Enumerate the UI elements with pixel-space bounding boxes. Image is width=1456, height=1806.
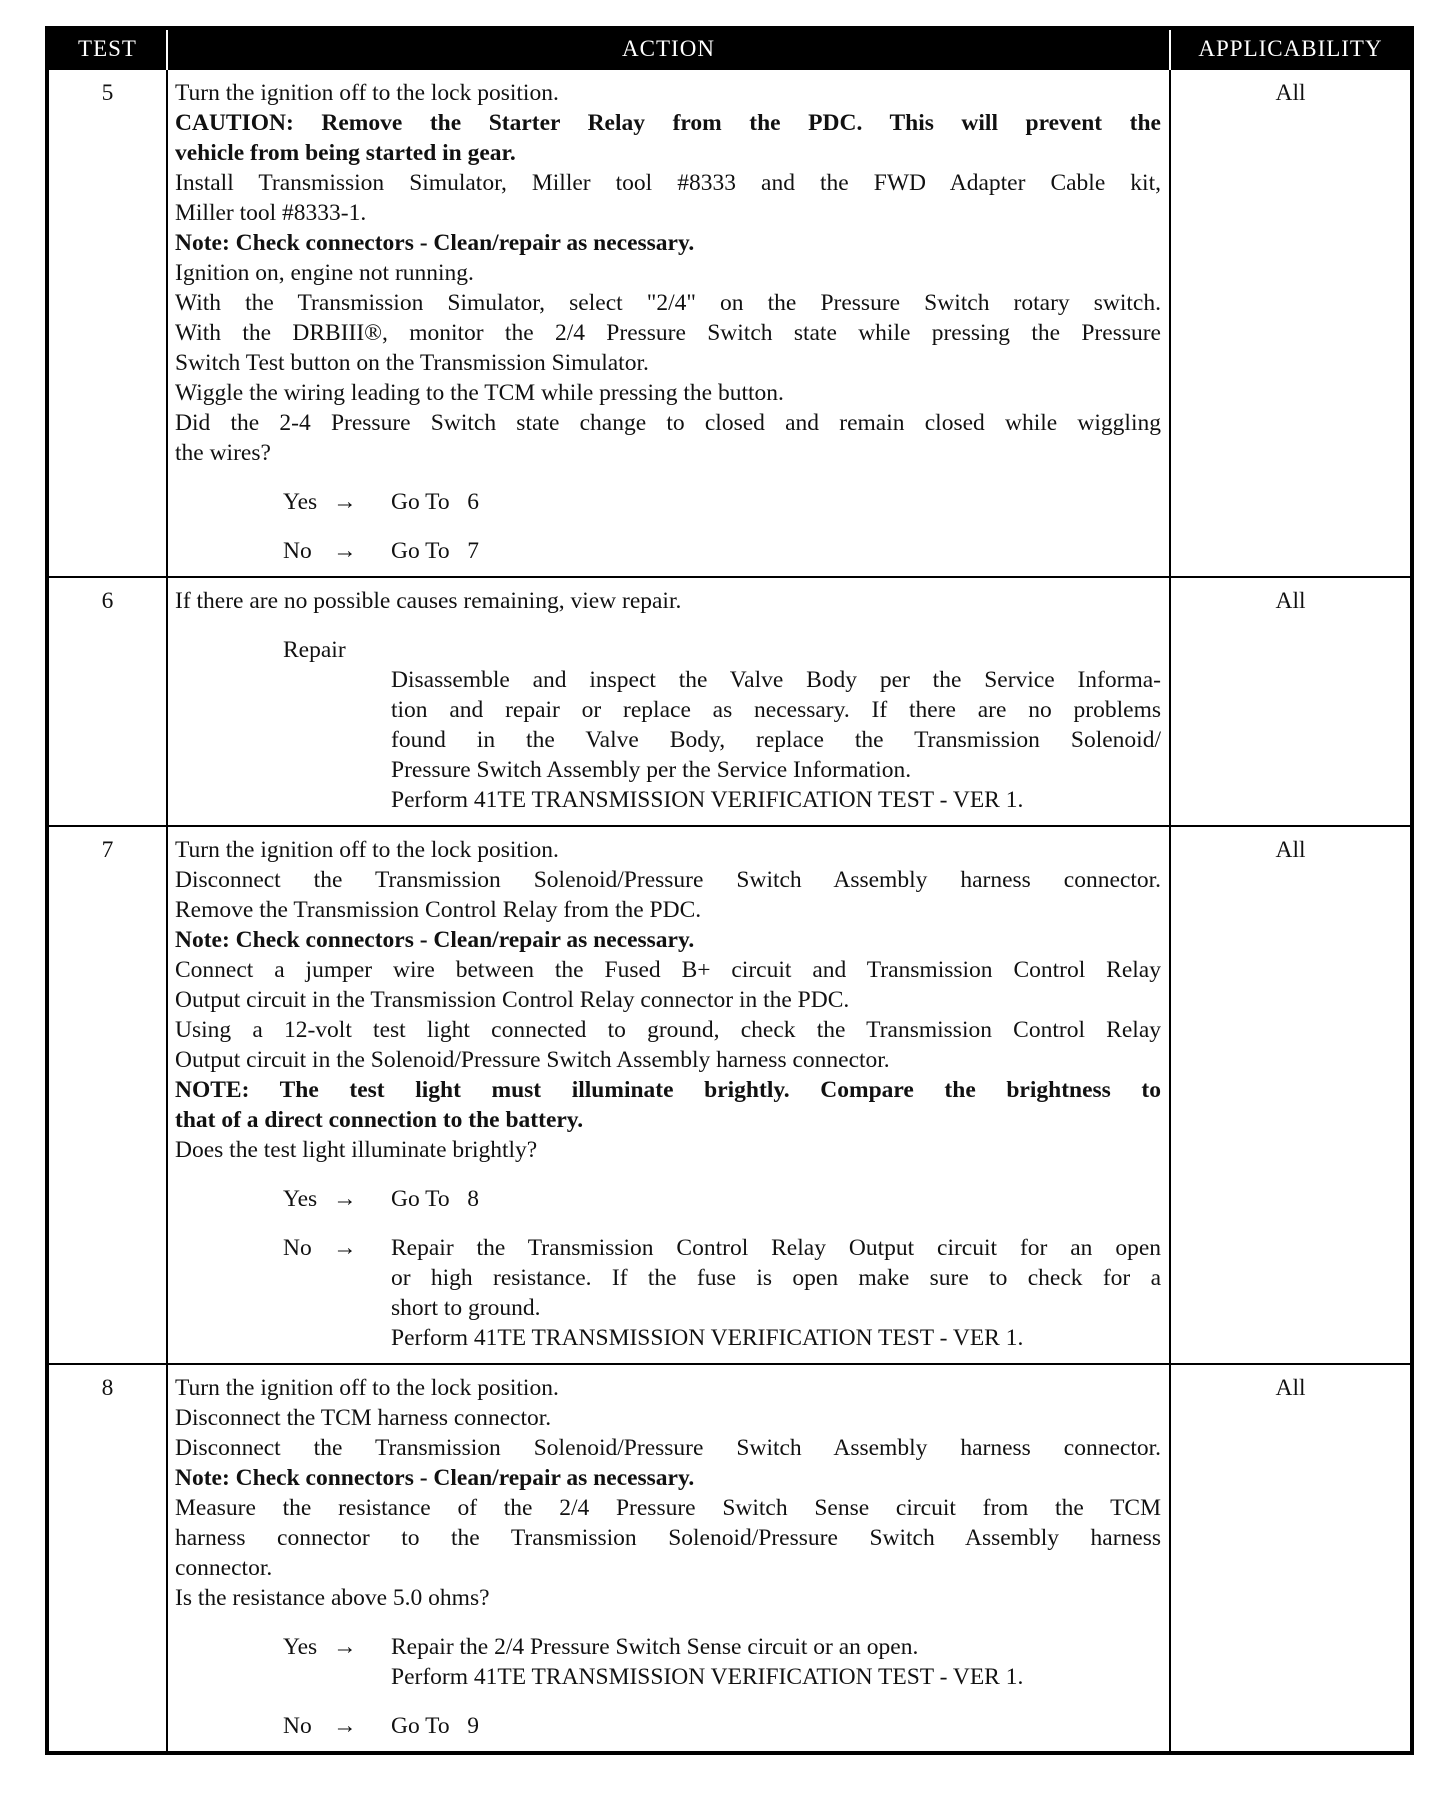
repair-line: Perform 41TE TRANSMISSION VERIFICATION TEST - VER 1.: [391, 787, 1024, 813]
action-line: Miller tool #8333-1.: [175, 200, 367, 226]
arrow-right-icon: →: [333, 1634, 357, 1660]
action-line: Ignition on, engine not running.: [175, 260, 474, 286]
repair-block: [175, 635, 1161, 815]
action-line: CAUTION: Remove the Starter Relay from the PDC. This will prevent the: [175, 110, 1161, 136]
action-line: Connect a jumper wire between the Fused B+ circuit and Transmission Control Relay: [175, 957, 1161, 983]
branch-result: [391, 536, 1161, 566]
action-line: Remove the Transmission Control Relay from the PDC.: [175, 897, 702, 923]
table-body: [47, 69, 1412, 1753]
branch-result-line: Go To 9: [391, 1713, 480, 1739]
action-line: Using a 12-volt test light connected to ground, check the Transmission Control Relay: [175, 1017, 1161, 1043]
action-line: harness connector to the Transmission Solenoid/Pressure Switch Assembly harness: [175, 1525, 1161, 1551]
branch-result: [391, 1711, 1161, 1741]
branch-result-line: Go To 6: [391, 489, 480, 515]
branch-no: [175, 1233, 1161, 1353]
branch-result-line: Repair the 2/4 Pressure Switch Sense circuit or an open.: [391, 1634, 919, 1660]
action-cell: [167, 826, 1170, 1364]
branch-yes: [175, 1632, 1161, 1692]
action-line: Note: Check connectors - Clean/repair as necessary.: [175, 927, 695, 953]
table-row: [47, 577, 1412, 826]
branch-label: Yes: [283, 489, 318, 515]
action-cell: [167, 577, 1170, 826]
action-line: that of a direct connection to the battery.: [175, 1107, 584, 1133]
action-line: Is the resistance above 5.0 ohms?: [175, 1585, 490, 1611]
arrow-right-icon: →: [333, 1713, 357, 1739]
branch-result: [391, 487, 1161, 517]
branch-result-line: Repair the Transmission Control Relay Output circuit for an open: [391, 1235, 1161, 1261]
header-action: ACTION: [167, 28, 1170, 69]
test-number: 8: [47, 1364, 167, 1753]
action-line: NOTE: The test light must illuminate brightly. Compare the brightness to: [175, 1077, 1161, 1103]
action-line: Turn the ignition off to the lock position.: [175, 837, 559, 863]
branch-result: [391, 1233, 1161, 1353]
action-line: Note: Check connectors - Clean/repair as necessary.: [175, 230, 695, 256]
header-applicability: APPLICABILITY: [1170, 28, 1412, 69]
branch-result-line: or high resistance. If the fuse is open make sure to check for a: [391, 1265, 1161, 1291]
action-line: vehicle from being started in gear.: [175, 140, 516, 166]
applicability-cell: All: [1170, 69, 1412, 577]
action-line: Turn the ignition off to the lock position.: [175, 80, 559, 106]
test-number: 5: [47, 69, 167, 577]
arrow-right-icon: →: [333, 489, 357, 515]
branch-yes: [175, 487, 1161, 517]
action-line: Did the 2-4 Pressure Switch state change to closed and remain closed while wiggling: [175, 410, 1161, 436]
branch-label: Yes: [283, 1634, 318, 1660]
branch-result: [391, 1632, 1161, 1692]
branch-result-line: Go To 8: [391, 1186, 480, 1212]
table-row: [47, 1364, 1412, 1753]
branch-result-line: short to ground.: [391, 1295, 541, 1321]
action-line: Turn the ignition off to the lock position.: [175, 1375, 559, 1401]
branch-label: No: [283, 538, 312, 564]
action-line: connector.: [175, 1555, 273, 1581]
branch-result-line: Perform 41TE TRANSMISSION VERIFICATION TEST - VER 1.: [391, 1664, 1024, 1690]
branch-no: [175, 536, 1161, 566]
repair-line: Pressure Switch Assembly per the Service Information.: [391, 757, 912, 783]
arrow-right-icon: →: [333, 1235, 357, 1261]
diagnostic-test-table: [45, 26, 1414, 1755]
branch-result-line: Go To 7: [391, 538, 480, 564]
applicability-cell: All: [1170, 1364, 1412, 1753]
branch-yes: [175, 1184, 1161, 1214]
test-number: 6: [47, 577, 167, 826]
table-header: [47, 28, 1412, 69]
applicability-cell: All: [1170, 826, 1412, 1364]
branch-label: No: [283, 1713, 312, 1739]
arrow-right-icon: →: [333, 538, 357, 564]
applicability-cell: All: [1170, 577, 1412, 826]
table-row: [47, 69, 1412, 577]
repair-line: Disassemble and inspect the Valve Body per the Service Informa-: [391, 667, 1161, 693]
action-cell: [167, 1364, 1170, 1753]
action-line: Measure the resistance of the 2/4 Pressure Switch Sense circuit from the TCM: [175, 1495, 1161, 1521]
action-line: Output circuit in the Solenoid/Pressure Switch Assembly harness connector.: [175, 1047, 890, 1073]
action-line: Disconnect the Transmission Solenoid/Pressure Switch Assembly harness connector.: [175, 867, 1161, 893]
action-line: Does the test light illuminate brightly?: [175, 1137, 538, 1163]
action-line: Disconnect the Transmission Solenoid/Pressure Switch Assembly harness connector.: [175, 1435, 1161, 1461]
action-line: Switch Test button on the Transmission Simulator.: [175, 350, 649, 376]
branch-label: No: [283, 1235, 312, 1261]
header-test: TEST: [47, 28, 167, 69]
action-line: Note: Check connectors - Clean/repair as necessary.: [175, 1465, 695, 1491]
test-number: 7: [47, 826, 167, 1364]
branch-label: Yes: [283, 1186, 318, 1212]
action-line: Disconnect the TCM harness connector.: [175, 1405, 552, 1431]
branch-result-line: Perform 41TE TRANSMISSION VERIFICATION TEST - VER 1.: [391, 1325, 1024, 1351]
action-line: Install Transmission Simulator, Miller tool #8333 and the FWD Adapter Cable kit,: [175, 170, 1161, 196]
action-line: If there are no possible causes remaining, view repair.: [175, 588, 682, 614]
diagnostic-test-sheet: [45, 26, 1410, 1755]
action-line: the wires?: [175, 440, 271, 466]
arrow-right-icon: →: [333, 1186, 357, 1212]
repair-text: [283, 665, 1161, 815]
table-row: [47, 826, 1412, 1364]
repair-label: Repair: [283, 637, 346, 663]
action-line: Output circuit in the Transmission Control Relay connector in the PDC.: [175, 987, 850, 1013]
action-line: Wiggle the wiring leading to the TCM while pressing the button.: [175, 380, 784, 406]
action-line: With the Transmission Simulator, select "2/4" on the Pressure Switch rotary switch.: [175, 290, 1161, 316]
branch-no: [175, 1711, 1161, 1741]
repair-line: found in the Valve Body, replace the Transmission Solenoid/: [391, 727, 1161, 753]
branch-result: [391, 1184, 1161, 1214]
action-cell: [167, 69, 1170, 577]
repair-line: tion and repair or replace as necessary. If there are no problems: [391, 697, 1161, 723]
action-line: With the DRBIII®, monitor the 2/4 Pressure Switch state while pressing the Pressure: [175, 320, 1161, 346]
